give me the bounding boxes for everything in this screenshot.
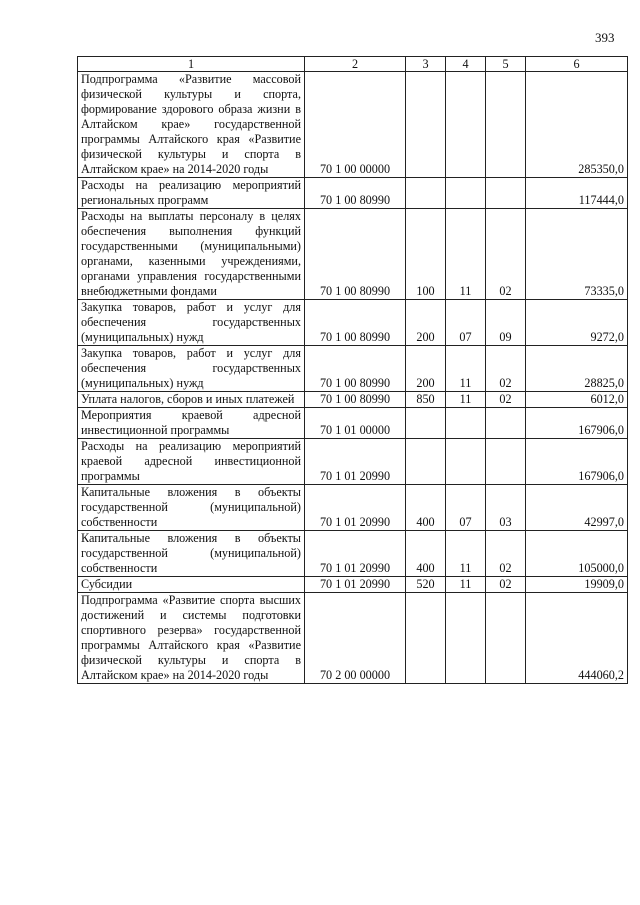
subsection-cell xyxy=(486,72,526,178)
page-number: 393 xyxy=(595,30,615,45)
section-cell: 11 xyxy=(446,392,486,408)
subsection-cell xyxy=(486,439,526,485)
expense-type-cell xyxy=(406,178,446,209)
subsection-cell: 02 xyxy=(486,577,526,593)
subsection-cell xyxy=(486,593,526,684)
subsection-cell: 09 xyxy=(486,300,526,346)
amount-cell: 105000,0 xyxy=(526,531,628,577)
row-name-cell: Капитальные вложения в объекты государственной (муниципальной) собственности xyxy=(78,485,305,531)
row-name-cell: Расходы на реализацию мероприятий региональных программ xyxy=(78,178,305,209)
subsection-cell: 02 xyxy=(486,392,526,408)
row-name-cell: Закупка товаров, работ и услуг для обеспечения государственных (муниципальных) нужд xyxy=(78,300,305,346)
row-name-cell: Подпрограмма «Развитие массовой физической культуры и спорта, формирование здорового образа жизни в Алтайском крае» государственной программы Алтайского края «Развитие физической культуры и спорта в Алтайском крае» на 2014-2020 годы xyxy=(78,72,305,178)
expense-type-cell: 200 xyxy=(406,346,446,392)
program-code-cell: 70 1 01 20990 xyxy=(305,577,406,593)
table-row xyxy=(78,593,628,684)
table-row xyxy=(78,531,628,577)
table-row xyxy=(78,485,628,531)
budget-table xyxy=(77,56,628,684)
row-name-cell: Уплата налогов, сборов и иных платежей xyxy=(78,392,305,408)
table-row xyxy=(78,72,628,178)
column-header: 2 xyxy=(305,57,406,72)
section-cell xyxy=(446,178,486,209)
amount-cell: 285350,0 xyxy=(526,72,628,178)
expense-type-cell: 100 xyxy=(406,209,446,300)
program-code-cell: 70 1 01 20990 xyxy=(305,485,406,531)
amount-cell: 19909,0 xyxy=(526,577,628,593)
program-code-cell: 70 1 01 20990 xyxy=(305,531,406,577)
column-header: 5 xyxy=(486,57,526,72)
row-name-cell: Закупка товаров, работ и услуг для обеспечения государственных (муниципальных) нужд xyxy=(78,346,305,392)
expense-type-cell xyxy=(406,408,446,439)
expense-type-cell: 520 xyxy=(406,577,446,593)
table-row xyxy=(78,577,628,593)
program-code-cell: 70 1 00 80990 xyxy=(305,209,406,300)
program-code-cell: 70 1 01 00000 xyxy=(305,408,406,439)
amount-cell: 9272,0 xyxy=(526,300,628,346)
expense-type-cell xyxy=(406,593,446,684)
amount-cell: 167906,0 xyxy=(526,408,628,439)
row-name-cell: Субсидии xyxy=(78,577,305,593)
row-name-cell: Капитальные вложения в объекты государственной (муниципальной) собственности xyxy=(78,531,305,577)
expense-type-cell: 850 xyxy=(406,392,446,408)
section-cell: 07 xyxy=(446,300,486,346)
program-code-cell: 70 1 00 80990 xyxy=(305,300,406,346)
section-cell xyxy=(446,439,486,485)
program-code-cell: 70 1 00 80990 xyxy=(305,392,406,408)
subsection-cell: 02 xyxy=(486,531,526,577)
table-row xyxy=(78,346,628,392)
table-row xyxy=(78,392,628,408)
expense-type-cell: 400 xyxy=(406,531,446,577)
expense-type-cell: 400 xyxy=(406,485,446,531)
expense-type-cell xyxy=(406,72,446,178)
row-name-cell: Мероприятия краевой адресной инвестиционной программы xyxy=(78,408,305,439)
column-header: 3 xyxy=(406,57,446,72)
expense-type-cell xyxy=(406,439,446,485)
column-header: 6 xyxy=(526,57,628,72)
row-name-cell: Расходы на выплаты персоналу в целях обеспечения выполнения функций государственными (муниципальными) органами, казенными учреждениями, органами управления государственными внебюджетными фондами xyxy=(78,209,305,300)
program-code-cell: 70 1 00 00000 xyxy=(305,72,406,178)
amount-cell: 167906,0 xyxy=(526,439,628,485)
program-code-cell: 70 1 00 80990 xyxy=(305,346,406,392)
section-cell: 11 xyxy=(446,209,486,300)
table-row xyxy=(78,408,628,439)
row-name-cell: Подпрограмма «Развитие спорта высших достижений и системы подготовки спортивного резерва» государственной программы Алтайского края «Развитие физической культуры и спорта в Алтайском крае» на 2014-2020 годы xyxy=(78,593,305,684)
section-cell xyxy=(446,72,486,178)
section-cell: 11 xyxy=(446,346,486,392)
table-row xyxy=(78,178,628,209)
subsection-cell xyxy=(486,408,526,439)
table-row xyxy=(78,300,628,346)
table-row xyxy=(78,209,628,300)
program-code-cell: 70 2 00 00000 xyxy=(305,593,406,684)
subsection-cell: 02 xyxy=(486,209,526,300)
program-code-cell: 70 1 00 80990 xyxy=(305,178,406,209)
section-cell xyxy=(446,593,486,684)
subsection-cell xyxy=(486,178,526,209)
amount-cell: 73335,0 xyxy=(526,209,628,300)
amount-cell: 42997,0 xyxy=(526,485,628,531)
subsection-cell: 02 xyxy=(486,346,526,392)
column-header: 4 xyxy=(446,57,486,72)
amount-cell: 28825,0 xyxy=(526,346,628,392)
subsection-cell: 03 xyxy=(486,485,526,531)
section-cell: 11 xyxy=(446,577,486,593)
column-header: 1 xyxy=(78,57,305,72)
amount-cell: 6012,0 xyxy=(526,392,628,408)
row-name-cell: Расходы на реализацию мероприятий краевой адресной инвестиционной программы xyxy=(78,439,305,485)
header-row xyxy=(78,57,628,72)
section-cell: 11 xyxy=(446,531,486,577)
table-row xyxy=(78,439,628,485)
section-cell xyxy=(446,408,486,439)
program-code-cell: 70 1 01 20990 xyxy=(305,439,406,485)
amount-cell: 444060,2 xyxy=(526,593,628,684)
section-cell: 07 xyxy=(446,485,486,531)
expense-type-cell: 200 xyxy=(406,300,446,346)
amount-cell: 117444,0 xyxy=(526,178,628,209)
